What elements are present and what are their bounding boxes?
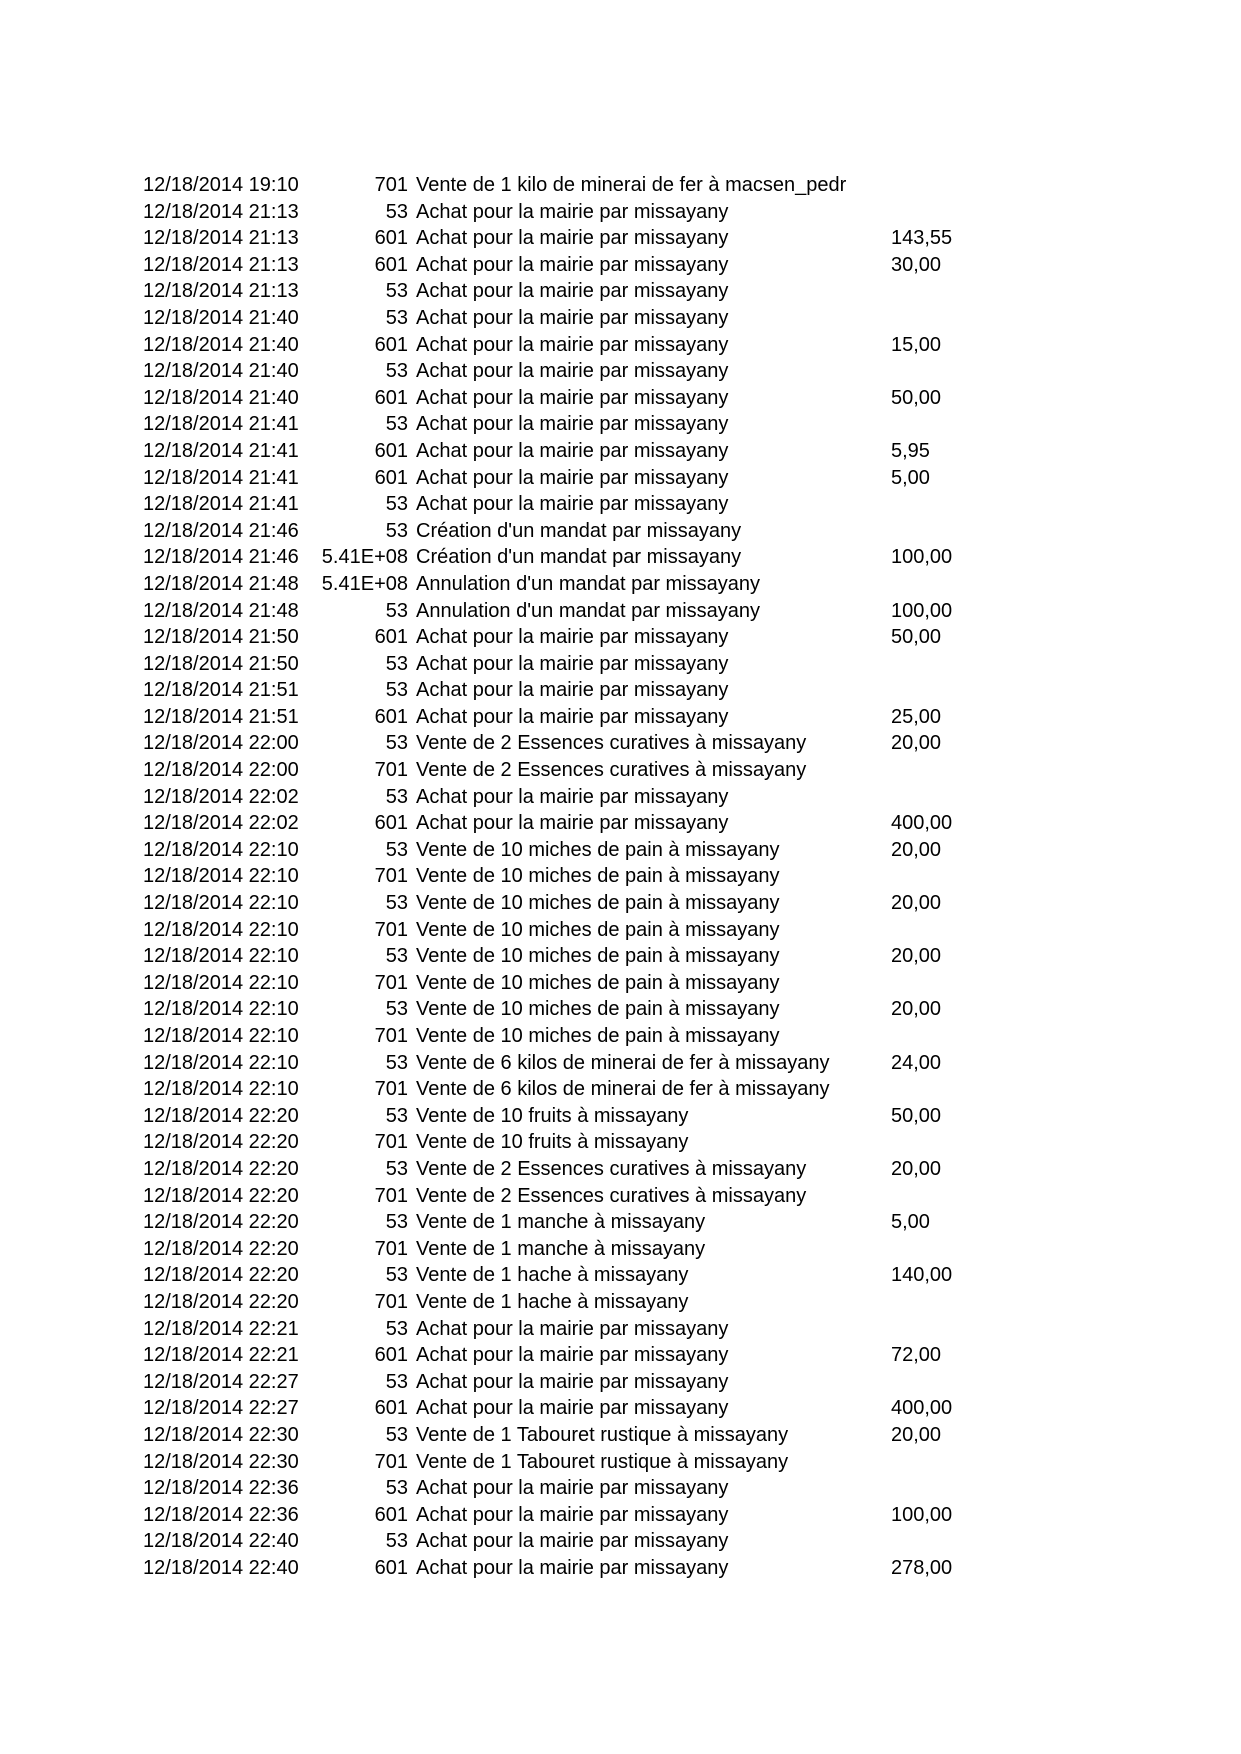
row-label: Vente de 10 fruits à missayany [416,1131,689,1154]
row-account: 53 [385,1211,408,1234]
row-label: Achat pour la mairie par missayany [416,280,729,303]
row-account: 701 [374,1237,408,1260]
ledger-row [0,624,1241,651]
row-account: 53 [385,1370,408,1393]
ledger-row [0,1449,1241,1476]
ledger-row [0,1156,1241,1183]
row-date: 12/18/2014 21:13 [143,253,299,276]
row-account: 601 [374,705,408,728]
row-account: 53 [385,652,408,675]
row-date: 12/18/2014 21:13 [143,200,299,223]
ledger-row [0,1050,1241,1077]
ledger-row [0,651,1241,678]
row-account: 701 [374,1184,408,1207]
ledger-row [0,784,1241,811]
row-amount: 15,00 [891,333,942,356]
row-amount: 50,00 [891,626,942,649]
row-label: Achat pour la mairie par missayany [416,812,729,835]
ledger-row [0,225,1241,252]
row-account: 53 [385,732,408,755]
ledger-row [0,598,1241,625]
row-label: Création d'un mandat par missayany [416,519,742,542]
row-account: 53 [385,1051,408,1074]
row-account: 53 [385,1104,408,1127]
row-date: 12/18/2014 21:13 [143,227,299,250]
ledger-row [0,1555,1241,1582]
row-account: 53 [385,998,408,1021]
row-label: Vente de 2 Essences curatives à missayany [416,1184,807,1207]
row-account: 53 [385,413,408,436]
row-date: 12/18/2014 22:20 [143,1184,299,1207]
row-account: 53 [385,1264,408,1287]
row-label: Achat pour la mairie par missayany [416,200,729,223]
row-account: 53 [385,838,408,861]
row-date: 12/18/2014 21:51 [143,705,299,728]
row-label: Achat pour la mairie par missayany [416,705,729,728]
row-date: 12/18/2014 19:10 [143,174,299,196]
row-amount: 20,00 [891,945,942,968]
row-label: Achat pour la mairie par missayany [416,413,729,436]
row-account: 5.41E+08 [321,572,408,595]
ledger-row [0,491,1241,518]
row-label: Annulation d'un mandat par missayany [416,572,761,595]
row-account: 601 [374,386,408,409]
row-label: Vente de 10 miches de pain à missayany [416,865,780,888]
ledger-row [0,1395,1241,1422]
ledger-row [0,863,1241,890]
ledger-row [0,1369,1241,1396]
ledger-row [0,518,1241,545]
ledger-row [0,1475,1241,1502]
ledger-row [0,757,1241,784]
row-date: 12/18/2014 22:10 [143,892,299,915]
row-amount: 278,00 [891,1556,953,1579]
row-amount: 100,00 [891,1503,953,1526]
row-label: Vente de 1 Tabouret rustique à missayany [416,1450,789,1473]
ledger-row [0,1236,1241,1263]
row-date: 12/18/2014 22:40 [143,1556,299,1579]
row-account: 601 [374,1503,408,1526]
row-label: Achat pour la mairie par missayany [416,1370,729,1393]
row-amount: 20,00 [891,1423,942,1446]
row-label: Achat pour la mairie par missayany [416,626,729,649]
row-date: 12/18/2014 21:41 [143,413,299,436]
ledger-row [0,411,1241,438]
row-account: 53 [385,1530,408,1553]
ledger-row [0,385,1241,412]
ledger-row [0,358,1241,385]
row-date: 12/18/2014 22:30 [143,1450,299,1473]
row-label: Vente de 1 manche à missayany [416,1211,706,1234]
ledger-row [0,704,1241,731]
row-label: Achat pour la mairie par missayany [416,253,729,276]
ledger-row [0,172,1241,199]
ledger-row [0,970,1241,997]
row-label: Vente de 10 miches de pain à missayany [416,998,780,1021]
row-account: 701 [374,1450,408,1473]
row-label: Vente de 1 kilo de minerai de fer à macsen_pedr [416,174,847,196]
row-date: 12/18/2014 21:40 [143,333,299,356]
row-label: Achat pour la mairie par missayany [416,439,729,462]
row-date: 12/18/2014 22:20 [143,1264,299,1287]
ledger-row [0,1316,1241,1343]
row-account: 5.41E+08 [321,546,408,569]
row-date: 12/18/2014 22:21 [143,1344,299,1367]
row-label: Achat pour la mairie par missayany [416,493,729,516]
ledger-row [0,837,1241,864]
ledger-row [0,890,1241,917]
row-account: 601 [374,1556,408,1579]
row-date: 12/18/2014 22:20 [143,1290,299,1313]
row-account: 701 [374,174,408,196]
row-date: 12/18/2014 22:00 [143,759,299,782]
row-date: 12/18/2014 21:46 [143,519,299,542]
row-label: Achat pour la mairie par missayany [416,1397,729,1420]
ledger-row [0,1209,1241,1236]
row-date: 12/18/2014 21:40 [143,306,299,329]
row-label: Vente de 10 miches de pain à missayany [416,1025,780,1047]
row-account: 701 [374,759,408,782]
ledger-row [0,1342,1241,1369]
row-label: Vente de 2 Essences curatives à missayany [416,732,807,755]
row-label: Vente de 6 kilos de minerai de fer à missayany [416,1078,830,1101]
row-amount: 5,00 [891,466,930,489]
row-amount: 400,00 [891,812,953,835]
row-date: 12/18/2014 22:10 [143,1078,299,1101]
row-label: Achat pour la mairie par missayany [416,227,729,250]
row-amount: 100,00 [891,599,953,622]
row-account: 53 [385,1477,408,1500]
row-label: Achat pour la mairie par missayany [416,785,729,808]
ledger-row [0,544,1241,571]
row-account: 53 [385,945,408,968]
row-amount: 143,55 [891,227,953,250]
ledger-row [0,1262,1241,1289]
row-date: 12/18/2014 22:36 [143,1503,299,1526]
row-amount: 5,00 [891,1211,930,1234]
row-label: Vente de 2 Essences curatives à missayany [416,759,807,782]
row-amount: 20,00 [891,1157,942,1180]
row-account: 701 [374,918,408,941]
row-date: 12/18/2014 22:10 [143,838,299,861]
row-account: 53 [385,200,408,223]
ledger-row [0,1183,1241,1210]
row-account: 53 [385,785,408,808]
row-amount: 72,00 [891,1344,942,1367]
row-account: 701 [374,971,408,994]
ledger-row [0,252,1241,279]
row-account: 601 [374,812,408,835]
row-date: 12/18/2014 22:27 [143,1370,299,1393]
row-account: 701 [374,865,408,888]
row-amount: 20,00 [891,892,942,915]
row-label: Vente de 10 miches de pain à missayany [416,918,780,941]
row-label: Achat pour la mairie par missayany [416,306,729,329]
row-date: 12/18/2014 22:02 [143,785,299,808]
row-date: 12/18/2014 21:41 [143,493,299,516]
ledger-row [0,278,1241,305]
row-amount: 5,95 [891,439,930,462]
ledger-row [0,199,1241,226]
row-label: Achat pour la mairie par missayany [416,1317,729,1340]
row-date: 12/18/2014 22:10 [143,1025,299,1047]
ledger-row [0,810,1241,837]
row-account: 53 [385,280,408,303]
row-amount: 140,00 [891,1264,953,1287]
row-account: 53 [385,1157,408,1180]
row-amount: 400,00 [891,1397,953,1420]
ledger-row [0,1502,1241,1529]
row-label: Achat pour la mairie par missayany [416,1503,729,1526]
row-amount: 24,00 [891,1051,942,1074]
row-date: 12/18/2014 21:41 [143,439,299,462]
row-amount: 100,00 [891,546,953,569]
row-label: Vente de 1 hache à missayany [416,1264,689,1287]
ledger-row [0,571,1241,598]
row-account: 601 [374,439,408,462]
row-account: 601 [374,333,408,356]
row-amount: 20,00 [891,998,942,1021]
row-account: 601 [374,626,408,649]
row-account: 601 [374,466,408,489]
row-date: 12/18/2014 22:40 [143,1530,299,1553]
ledger-row [0,730,1241,757]
row-date: 12/18/2014 22:30 [143,1423,299,1446]
row-date: 12/18/2014 22:27 [143,1397,299,1420]
row-date: 12/18/2014 22:21 [143,1317,299,1340]
row-label: Achat pour la mairie par missayany [416,679,729,702]
row-account: 53 [385,493,408,516]
row-label: Vente de 10 miches de pain à missayany [416,892,780,915]
row-amount: 50,00 [891,386,942,409]
ledger-row [0,1076,1241,1103]
row-amount: 20,00 [891,838,942,861]
row-date: 12/18/2014 21:46 [143,546,299,569]
row-label: Achat pour la mairie par missayany [416,466,729,489]
row-date: 12/18/2014 21:40 [143,386,299,409]
row-account: 601 [374,1397,408,1420]
row-account: 601 [374,1344,408,1367]
row-account: 701 [374,1078,408,1101]
row-account: 701 [374,1290,408,1313]
row-date: 12/18/2014 22:10 [143,865,299,888]
row-account: 601 [374,253,408,276]
ledger-row [0,1422,1241,1449]
ledger-row [0,465,1241,492]
ledger-row [0,1528,1241,1555]
row-amount: 25,00 [891,705,942,728]
ledger-row [0,1129,1241,1156]
row-date: 12/18/2014 22:36 [143,1477,299,1500]
row-date: 12/18/2014 21:48 [143,572,299,595]
row-account: 53 [385,599,408,622]
row-label: Achat pour la mairie par missayany [416,1477,729,1500]
ledger-sheet [0,172,1241,1581]
row-account: 701 [374,1025,408,1047]
ledger-row [0,943,1241,970]
row-label: Vente de 1 Tabouret rustique à missayany [416,1423,789,1446]
row-amount: 20,00 [891,732,942,755]
ledger-row [0,996,1241,1023]
ledger-row [0,438,1241,465]
ledger-row [0,917,1241,944]
row-label: Achat pour la mairie par missayany [416,652,729,675]
row-account: 53 [385,1423,408,1446]
ledger-row [0,677,1241,704]
row-date: 12/18/2014 22:10 [143,1051,299,1074]
ledger-row [0,1023,1241,1050]
row-amount: 30,00 [891,253,942,276]
row-date: 12/18/2014 21:51 [143,679,299,702]
row-label: Achat pour la mairie par missayany [416,1556,729,1579]
row-label: Achat pour la mairie par missayany [416,360,729,383]
row-label: Annulation d'un mandat par missayany [416,599,761,622]
row-date: 12/18/2014 21:13 [143,280,299,303]
row-account: 701 [374,1131,408,1154]
row-account: 53 [385,519,408,542]
row-label: Vente de 10 miches de pain à missayany [416,945,780,968]
row-date: 12/18/2014 22:20 [143,1211,299,1234]
row-label: Achat pour la mairie par missayany [416,1530,729,1553]
row-amount: 50,00 [891,1104,942,1127]
row-date: 12/18/2014 21:40 [143,360,299,383]
ledger-row [0,1289,1241,1316]
row-account: 53 [385,306,408,329]
row-date: 12/18/2014 21:48 [143,599,299,622]
ledger-row [0,305,1241,332]
row-label: Achat pour la mairie par missayany [416,1344,729,1367]
row-account: 53 [385,892,408,915]
row-date: 12/18/2014 22:02 [143,812,299,835]
row-label: Achat pour la mairie par missayany [416,386,729,409]
row-account: 53 [385,360,408,383]
ledger-row [0,1103,1241,1130]
row-date: 12/18/2014 22:00 [143,732,299,755]
row-label: Achat pour la mairie par missayany [416,333,729,356]
row-date: 12/18/2014 22:10 [143,945,299,968]
ledger-row [0,332,1241,359]
row-label: Vente de 10 fruits à missayany [416,1104,689,1127]
row-account: 601 [374,227,408,250]
row-label: Vente de 10 miches de pain à missayany [416,971,780,994]
row-label: Vente de 6 kilos de minerai de fer à missayany [416,1051,830,1074]
row-label: Vente de 1 hache à missayany [416,1290,689,1313]
row-date: 12/18/2014 22:10 [143,918,299,941]
row-date: 12/18/2014 22:20 [143,1104,299,1127]
row-account: 53 [385,679,408,702]
row-date: 12/18/2014 21:50 [143,626,299,649]
row-date: 12/18/2014 22:20 [143,1131,299,1154]
row-date: 12/18/2014 22:10 [143,971,299,994]
row-date: 12/18/2014 22:20 [143,1237,299,1260]
row-label: Création d'un mandat par missayany [416,546,742,569]
row-date: 12/18/2014 21:50 [143,652,299,675]
row-date: 12/18/2014 21:41 [143,466,299,489]
row-label: Vente de 10 miches de pain à missayany [416,838,780,861]
row-date: 12/18/2014 22:10 [143,998,299,1021]
row-label: Vente de 2 Essences curatives à missayany [416,1157,807,1180]
row-account: 53 [385,1317,408,1340]
row-date: 12/18/2014 22:20 [143,1157,299,1180]
row-label: Vente de 1 manche à missayany [416,1237,706,1260]
